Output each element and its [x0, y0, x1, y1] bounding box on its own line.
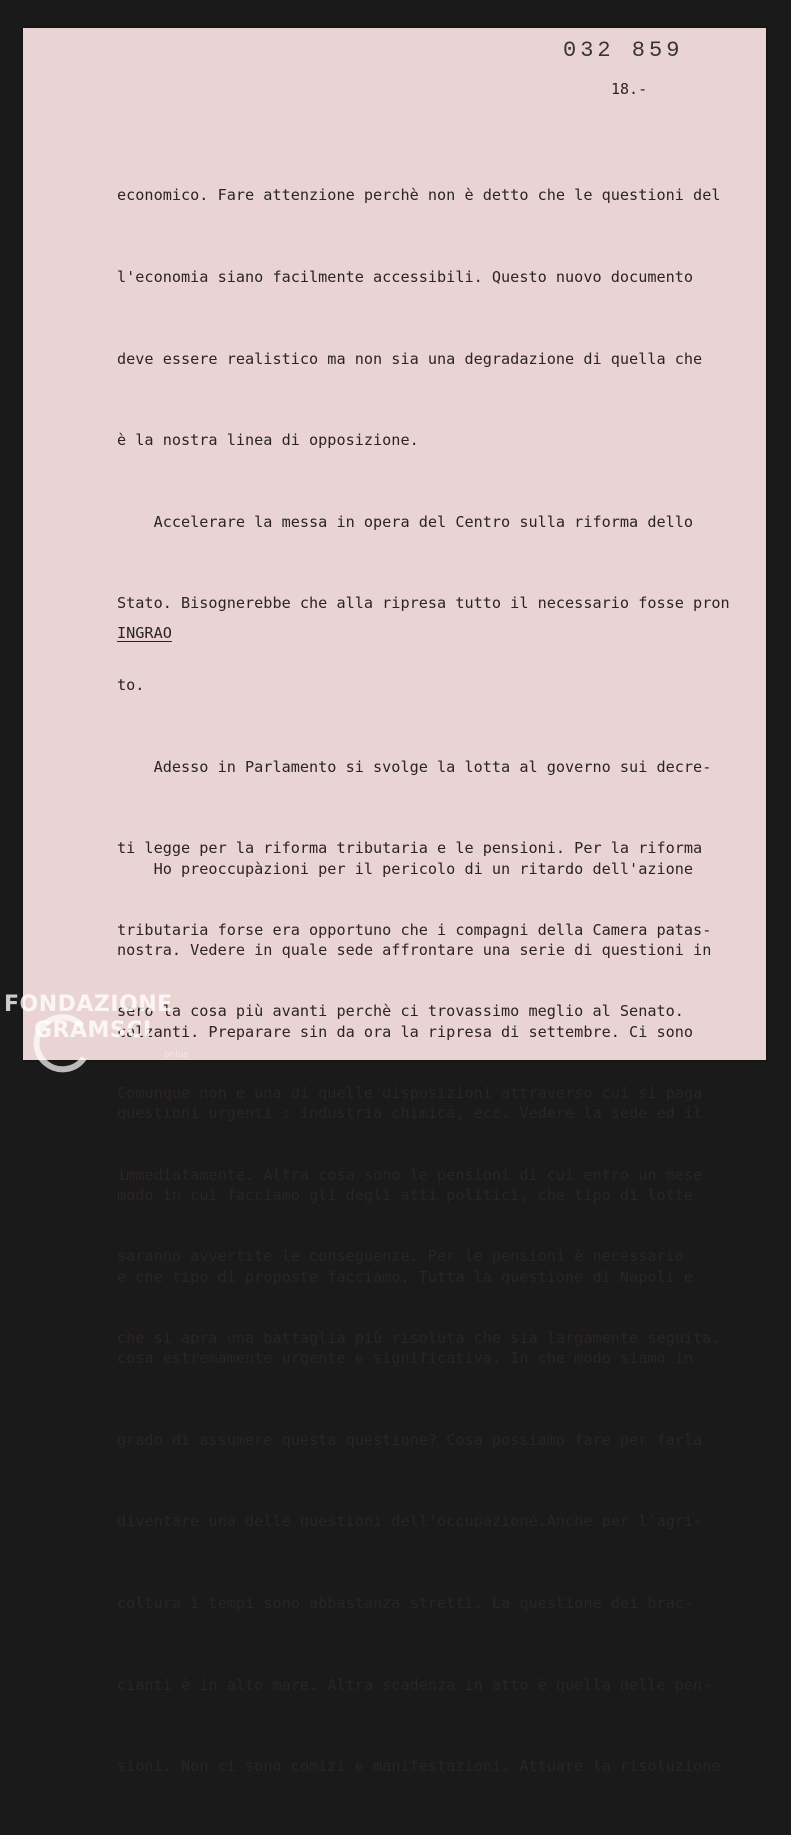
text-line: diventare una delle questioni dell'occupazioné.Anche per l'agri- [117, 1512, 703, 1531]
text-line: cianti è in alto mare. Altra scadenza in atto è quella delle pen- [117, 1675, 712, 1694]
document-page [23, 28, 766, 1776]
archive-reference-number: 032 859 [563, 38, 684, 63]
text-line: Ho preoccupàzioni per il pericolo di un ritardo dell'azione [117, 859, 694, 878]
text-line: Accelerare la messa in opera del Centro sulla riforma dello [117, 512, 694, 531]
text-line: ti legge per la riforma tributaria e le pensioni. Per la riforma [117, 839, 703, 858]
text-block-speech [117, 638, 757, 1835]
text-line: modo in cui facciamo gli degli atti politici, che tipo di lotte [117, 1185, 694, 1204]
fondazione-gramsci-watermark [4, 992, 204, 1072]
text-line: calzanti. Preparare sin da ora la ripresa di settembre. Ci sono [117, 1022, 694, 1041]
text-line: nostra. Vedere in quale sede affrontare una serie di questioni in [117, 941, 712, 960]
text-line: grado di assumere questa questione? Cosa possiamo fare per farla [117, 1430, 703, 1449]
text-line: Stato. Bisognerebbe che alla ripresa tutto il necessario fosse pron [117, 594, 730, 613]
speaker-heading: INGRAO [117, 624, 172, 642]
text-line [117, 692, 757, 719]
watermark-line1: FONDAZIONE [4, 992, 173, 1017]
text-line: che si apra una battaglia più risoluta che sia largamente seguita. [117, 1328, 721, 1347]
text-line: è la nostra linea di opposizione. [117, 431, 419, 450]
text-line: e che tipo di proposte facciamo. Tutta la questione di Napoli è [117, 1267, 694, 1286]
text-line: coltura i tempi sono abbastanza stretti. La questione dei brac- [117, 1593, 694, 1612]
text-line: economico. Fare attenzione perchè non è detto che le questioni del [117, 186, 721, 205]
text-line: immediatamente. Altra cosa sono le pensioni di cui entro un mese [117, 1165, 703, 1184]
text-line: l'economia siano facilmente accessibili. Questo nuovo documento [117, 268, 694, 286]
text-line: cosa estremamente urgente e significativa. In che modo siamo in [117, 1349, 694, 1368]
page-number: 18.- [611, 80, 648, 98]
watermark-line2: GRAMSCI [34, 1018, 152, 1043]
text-line: to. [117, 675, 145, 694]
watermark-small: onlus [164, 1050, 189, 1060]
text-line: questioni urgenti : industria chimica, ecc. Vedere la sede ed il [117, 1104, 703, 1123]
text-line: deve essere realistico ma non sia una degradazione di quella che [117, 349, 703, 368]
text-line: saranno avvertite le conseguenze. Per le pensioni è necessario [117, 1247, 684, 1266]
text-line: Adesso in Parlamento si svolge la lotta al governo sui decre- [117, 757, 712, 776]
text-line: sero la cosa più avanti perchè ci trovassimo meglio al Senato. [117, 1002, 684, 1021]
text-line: sioni. Non ci sono comizi e manifestazioni. Attuare la risoluzione [117, 1757, 721, 1776]
text-line [117, 774, 757, 801]
text-line: Comunque non è una di quelle disposizioni attraverso cui si paga [117, 1083, 703, 1102]
text-line: tributaria forse era opportuno che i compagni della Camera patas- [117, 920, 712, 939]
